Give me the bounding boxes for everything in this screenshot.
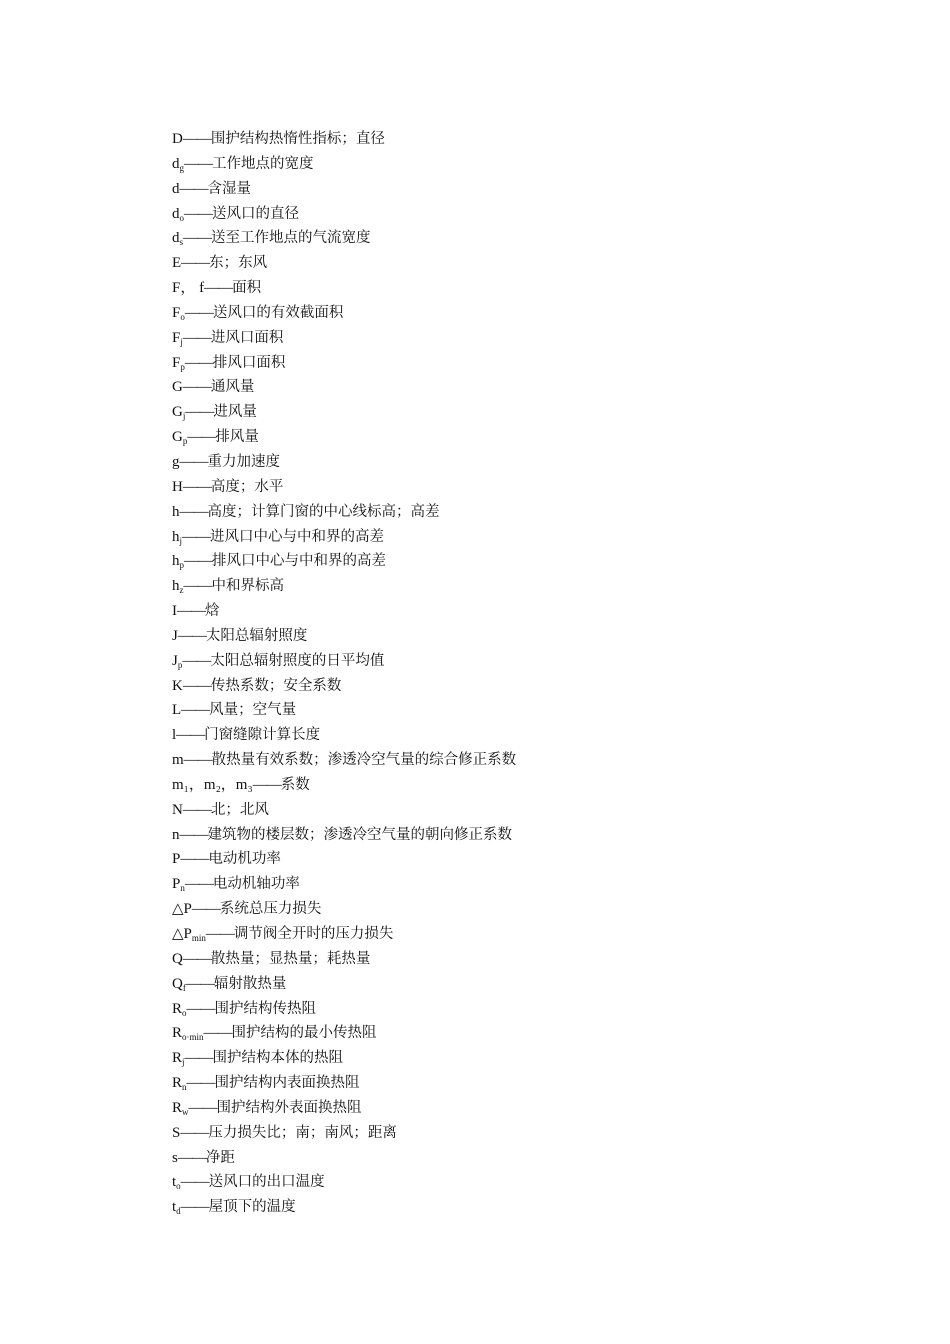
symbol-entry xyxy=(172,201,516,226)
symbol-main: n xyxy=(172,826,180,843)
symbol-entry xyxy=(172,1045,516,1070)
symbol-subscript: o xyxy=(176,1181,181,1192)
em-dash-separator: —— xyxy=(186,1000,215,1017)
em-dash-separator: —— xyxy=(184,1050,213,1067)
em-dash-separator: —— xyxy=(177,1149,206,1166)
symbol-description: 辐射散热量 xyxy=(213,975,287,992)
symbol-main: R xyxy=(172,1075,183,1092)
symbol-subscript: w xyxy=(182,1106,189,1117)
symbol-entry xyxy=(172,1145,516,1170)
em-dash-separator: —— xyxy=(182,677,211,694)
symbol-main: G xyxy=(172,379,183,396)
symbol xyxy=(172,206,184,222)
em-dash-separator: —— xyxy=(252,776,281,793)
symbol xyxy=(172,1100,189,1116)
symbol-description: 传热系数；安全系数 xyxy=(210,677,342,694)
symbol-description: 散热量有效系数；渗透冷空气量的综合修正系数 xyxy=(211,752,517,769)
symbol xyxy=(172,379,183,395)
symbol-entry xyxy=(172,176,516,201)
symbol-entry xyxy=(172,374,516,399)
symbol-main: H xyxy=(172,478,183,495)
symbol-entry xyxy=(172,250,516,275)
symbol-main: I xyxy=(172,603,177,620)
symbol-subscript: g xyxy=(179,162,184,173)
symbol xyxy=(172,479,183,495)
symbol-description: 围护结构热惰性指标；直径 xyxy=(210,131,385,147)
em-dash-separator: —— xyxy=(182,329,211,346)
symbol xyxy=(172,230,183,246)
symbol-entry xyxy=(172,1095,516,1120)
symbol-description: 中和界标高 xyxy=(211,578,284,595)
symbol-main: m xyxy=(172,752,184,769)
symbol xyxy=(172,1001,187,1017)
symbol-description: 系数 xyxy=(280,776,310,793)
symbol-main: △P xyxy=(172,901,192,918)
em-dash-separator: —— xyxy=(177,603,205,620)
em-dash-separator: —— xyxy=(185,404,214,421)
symbol-entry xyxy=(172,225,516,250)
symbol xyxy=(172,280,204,296)
symbol-description: 围护结构的最小传热阻 xyxy=(231,1025,377,1042)
symbol-main: R xyxy=(172,1050,183,1067)
symbol-subscript: j xyxy=(179,535,183,546)
symbol-main: g xyxy=(172,453,180,470)
symbol-entry xyxy=(172,1169,516,1194)
symbol-entry xyxy=(172,871,516,896)
symbol xyxy=(172,901,192,917)
symbol-description: 排风口中心与中和界的高差 xyxy=(212,553,386,570)
symbol-description: 围护结构传热阻 xyxy=(214,1000,317,1017)
em-dash-separator: —— xyxy=(179,826,208,843)
symbol-entry xyxy=(172,1120,516,1145)
symbol-description: 面积 xyxy=(232,280,262,297)
em-dash-separator: —— xyxy=(184,354,213,371)
symbol-main: P xyxy=(172,851,181,868)
symbol-subscript: o xyxy=(182,1007,187,1018)
symbol-description: 散热量；显热量；耗热量 xyxy=(210,950,371,967)
symbol xyxy=(172,504,180,520)
symbol-description: 高度；水平 xyxy=(210,478,284,495)
symbol xyxy=(172,1025,204,1041)
symbol-description: 太阳总辐射照度 xyxy=(205,627,308,644)
symbol-description: 东；东风 xyxy=(209,255,268,272)
symbol-main: J xyxy=(172,652,178,669)
symbol-main: S xyxy=(172,1124,181,1141)
symbol xyxy=(172,1174,181,1190)
symbol xyxy=(172,653,182,669)
symbol-subscript: p xyxy=(180,361,185,372)
em-dash-separator: —— xyxy=(180,1199,209,1216)
symbol-description: 送风口的出口温度 xyxy=(208,1174,325,1191)
symbol-entry xyxy=(172,151,516,176)
symbol xyxy=(172,181,180,197)
symbol-description: 围护结构外表面换热阻 xyxy=(216,1099,362,1116)
symbol xyxy=(172,305,185,321)
em-dash-separator: —— xyxy=(182,652,211,669)
symbol-main: h xyxy=(172,578,180,595)
symbol xyxy=(172,777,253,793)
em-dash-separator: —— xyxy=(184,553,212,570)
symbol-description: 调节阀全开时的压力损失 xyxy=(233,926,394,942)
symbol-main: F xyxy=(172,329,181,346)
em-dash-separator: —— xyxy=(181,702,210,719)
symbol-main: s xyxy=(172,1149,178,1166)
em-dash-separator: —— xyxy=(183,578,212,595)
symbol xyxy=(172,156,184,172)
em-dash-separator: —— xyxy=(204,280,233,297)
symbol-main: F xyxy=(172,354,181,371)
symbol-main: F， f xyxy=(172,280,205,297)
symbol-subscript: z xyxy=(179,585,184,596)
symbol-description: 进风口面积 xyxy=(210,329,284,346)
symbol-description: 进风口中心与中和界的高差 xyxy=(210,528,385,545)
symbol-main: E xyxy=(172,255,182,272)
em-dash-separator: —— xyxy=(179,503,208,520)
em-dash-separator: —— xyxy=(184,304,213,321)
symbol-main: d xyxy=(172,230,180,247)
symbol-subscript: o xyxy=(179,212,184,223)
em-dash-separator: —— xyxy=(183,230,212,247)
symbol-entry xyxy=(172,921,516,946)
symbol-description: 压力损失比；南；南风；距离 xyxy=(208,1124,397,1141)
em-dash-separator: —— xyxy=(179,180,208,197)
symbol-main: J xyxy=(172,627,178,644)
symbol xyxy=(172,529,182,545)
symbol-subscript: s xyxy=(179,237,184,248)
symbol-description: 净距 xyxy=(205,1149,235,1166)
symbol-description: 电动机轴功率 xyxy=(212,876,300,893)
em-dash-separator: —— xyxy=(185,975,214,992)
symbol-description: 高度；计算门窗的中心线标高；高差 xyxy=(207,503,440,520)
em-dash-separator: —— xyxy=(180,1124,209,1141)
symbol-entry xyxy=(172,996,516,1021)
em-dash-separator: —— xyxy=(177,627,206,644)
em-dash-separator: —— xyxy=(182,950,211,967)
symbol-entry xyxy=(172,449,516,474)
symbol-subscript: p xyxy=(177,659,183,670)
symbol-main: F xyxy=(172,304,181,321)
symbol-subscript: n xyxy=(180,883,185,894)
symbol-main: N xyxy=(172,801,183,818)
symbol-main: R xyxy=(172,1025,183,1042)
symbol-description: 屋顶下的温度 xyxy=(208,1199,296,1216)
symbol-list xyxy=(172,126,516,1219)
em-dash-separator: —— xyxy=(182,801,211,818)
symbol-entry xyxy=(172,648,516,673)
symbol-entry xyxy=(172,697,516,722)
symbol-entry xyxy=(172,573,516,598)
symbol-entry xyxy=(172,772,516,797)
symbol-description: 送至工作地点的气流宽度 xyxy=(211,230,371,247)
symbol-main: h xyxy=(172,503,180,520)
symbol-subscript: o xyxy=(180,311,185,322)
symbol-subscript: min xyxy=(191,933,206,943)
symbol-entry xyxy=(172,971,516,996)
symbol xyxy=(172,951,183,967)
symbol-description: 焓 xyxy=(205,603,220,620)
symbol-main: K xyxy=(172,677,183,694)
symbol xyxy=(172,976,186,992)
symbol-entry xyxy=(172,300,516,325)
symbol-main: h xyxy=(172,528,180,545)
symbol-main: d xyxy=(172,155,180,172)
symbol xyxy=(172,876,185,892)
symbol-entry xyxy=(172,524,516,549)
symbol-main: t xyxy=(172,1199,177,1216)
symbol-main: D xyxy=(172,131,183,147)
symbol-subscript: n xyxy=(182,1082,187,1093)
symbol xyxy=(172,802,183,818)
symbol-description: 太阳总辐射照度的日平均值 xyxy=(210,652,385,669)
symbol-description: 排风量 xyxy=(215,429,259,446)
em-dash-separator: —— xyxy=(186,1075,215,1092)
em-dash-separator: —— xyxy=(180,1174,209,1191)
em-dash-separator: —— xyxy=(182,528,211,545)
symbol-main: P xyxy=(172,876,181,893)
symbol-entry xyxy=(172,722,516,747)
symbol-description: 排风口面积 xyxy=(212,354,286,371)
em-dash-separator: —— xyxy=(179,453,208,470)
symbol-subscript: o·min xyxy=(182,1032,204,1043)
symbol xyxy=(172,578,184,594)
em-dash-separator: —— xyxy=(187,429,216,446)
symbol-main: R xyxy=(172,1099,183,1116)
symbol-entry xyxy=(172,598,516,623)
symbol xyxy=(172,404,185,420)
symbol-main: d xyxy=(172,205,180,222)
symbol-description: 送风口的直径 xyxy=(212,205,299,222)
symbol xyxy=(172,355,185,371)
symbol xyxy=(172,702,181,718)
symbol-description: 建筑物的楼层数；渗透冷空气量的朝向修正系数 xyxy=(207,826,512,843)
em-dash-separator: —— xyxy=(176,727,205,744)
symbol-description: 围护结构内表面换热阻 xyxy=(214,1075,360,1092)
symbol-entry xyxy=(172,623,516,648)
symbol xyxy=(172,255,181,271)
symbol-entry xyxy=(172,126,516,151)
symbol-description: 送风口的有效截面积 xyxy=(212,304,344,321)
symbol-main: m₁，m₂，m₃ xyxy=(172,776,253,793)
symbol-entry xyxy=(172,1020,516,1045)
symbol-subscript: j xyxy=(180,336,183,347)
symbol-subscript: d xyxy=(176,1206,181,1217)
symbol-main: Q xyxy=(172,950,183,967)
symbol-main: h xyxy=(172,553,180,570)
symbol-description: 围护结构本体的热阻 xyxy=(212,1050,344,1067)
symbol-entry xyxy=(172,1194,516,1219)
em-dash-separator: —— xyxy=(191,901,220,918)
symbol-main: l xyxy=(172,727,177,744)
symbol-description: 工作地点的宽度 xyxy=(212,155,314,172)
symbol-entry xyxy=(172,797,516,822)
em-dash-separator: —— xyxy=(188,1099,217,1116)
symbol-entry xyxy=(172,275,516,300)
symbol-main: R xyxy=(172,1000,183,1017)
symbol-description: 电动机功率 xyxy=(208,851,281,868)
symbol-entry xyxy=(172,499,516,524)
symbol-subscript: p xyxy=(182,436,188,447)
em-dash-separator: —— xyxy=(182,478,211,495)
symbol xyxy=(172,678,183,694)
symbol-subscript: p xyxy=(179,560,184,571)
symbol-description: 风量；空气量 xyxy=(209,702,297,719)
symbol-description: 重力加速度 xyxy=(207,453,280,470)
symbol-entry xyxy=(172,424,516,449)
symbol-description: 系统总压力损失 xyxy=(219,901,322,918)
em-dash-separator: —— xyxy=(182,379,211,396)
symbol-main: d xyxy=(172,180,180,197)
symbol-entry xyxy=(172,325,516,350)
em-dash-separator: —— xyxy=(180,851,209,868)
symbol xyxy=(172,454,180,470)
symbol-main: L xyxy=(172,702,182,719)
em-dash-separator: —— xyxy=(203,1025,232,1042)
symbol-description: 门窗缝隙计算长度 xyxy=(204,727,321,744)
symbol-entry xyxy=(172,846,516,871)
symbol xyxy=(172,429,187,445)
symbol xyxy=(172,1050,185,1066)
symbol-entry xyxy=(172,1070,516,1095)
symbol-description: 含湿量 xyxy=(207,180,251,197)
symbol-description: 北；北风 xyxy=(210,801,269,818)
symbol-main: t xyxy=(172,1174,177,1191)
symbol xyxy=(172,1075,187,1091)
symbol-description: 通风量 xyxy=(210,379,255,396)
em-dash-separator: —— xyxy=(205,926,234,942)
em-dash-separator: —— xyxy=(184,876,213,893)
symbol-main: Q xyxy=(172,975,183,992)
symbol xyxy=(172,1199,181,1215)
symbol-entry xyxy=(172,946,516,971)
em-dash-separator: —— xyxy=(184,205,212,222)
em-dash-separator: —— xyxy=(183,752,212,769)
symbol xyxy=(172,553,184,569)
symbol-entry xyxy=(172,474,516,499)
symbol-description: 进风量 xyxy=(213,404,257,421)
symbol-entry xyxy=(172,350,516,375)
symbol xyxy=(172,330,183,346)
symbol-entry xyxy=(172,399,516,424)
symbol-main: △P xyxy=(172,926,192,942)
symbol-entry xyxy=(172,896,516,921)
em-dash-separator: —— xyxy=(181,255,210,272)
symbol-main: G xyxy=(172,429,183,446)
symbol-entry xyxy=(172,822,516,847)
symbol xyxy=(172,752,184,768)
symbol-entry xyxy=(172,548,516,573)
em-dash-separator: —— xyxy=(184,155,212,172)
symbol xyxy=(172,131,183,147)
symbol-subscript: j xyxy=(182,1057,185,1068)
symbol xyxy=(172,926,206,942)
symbol-main: G xyxy=(172,404,183,421)
symbol-entry xyxy=(172,673,516,698)
symbol-entry xyxy=(172,747,516,772)
symbol-subscript: j xyxy=(182,411,186,422)
symbol xyxy=(172,827,180,843)
em-dash-separator: —— xyxy=(182,131,211,147)
symbol-subscript: f xyxy=(182,982,186,993)
